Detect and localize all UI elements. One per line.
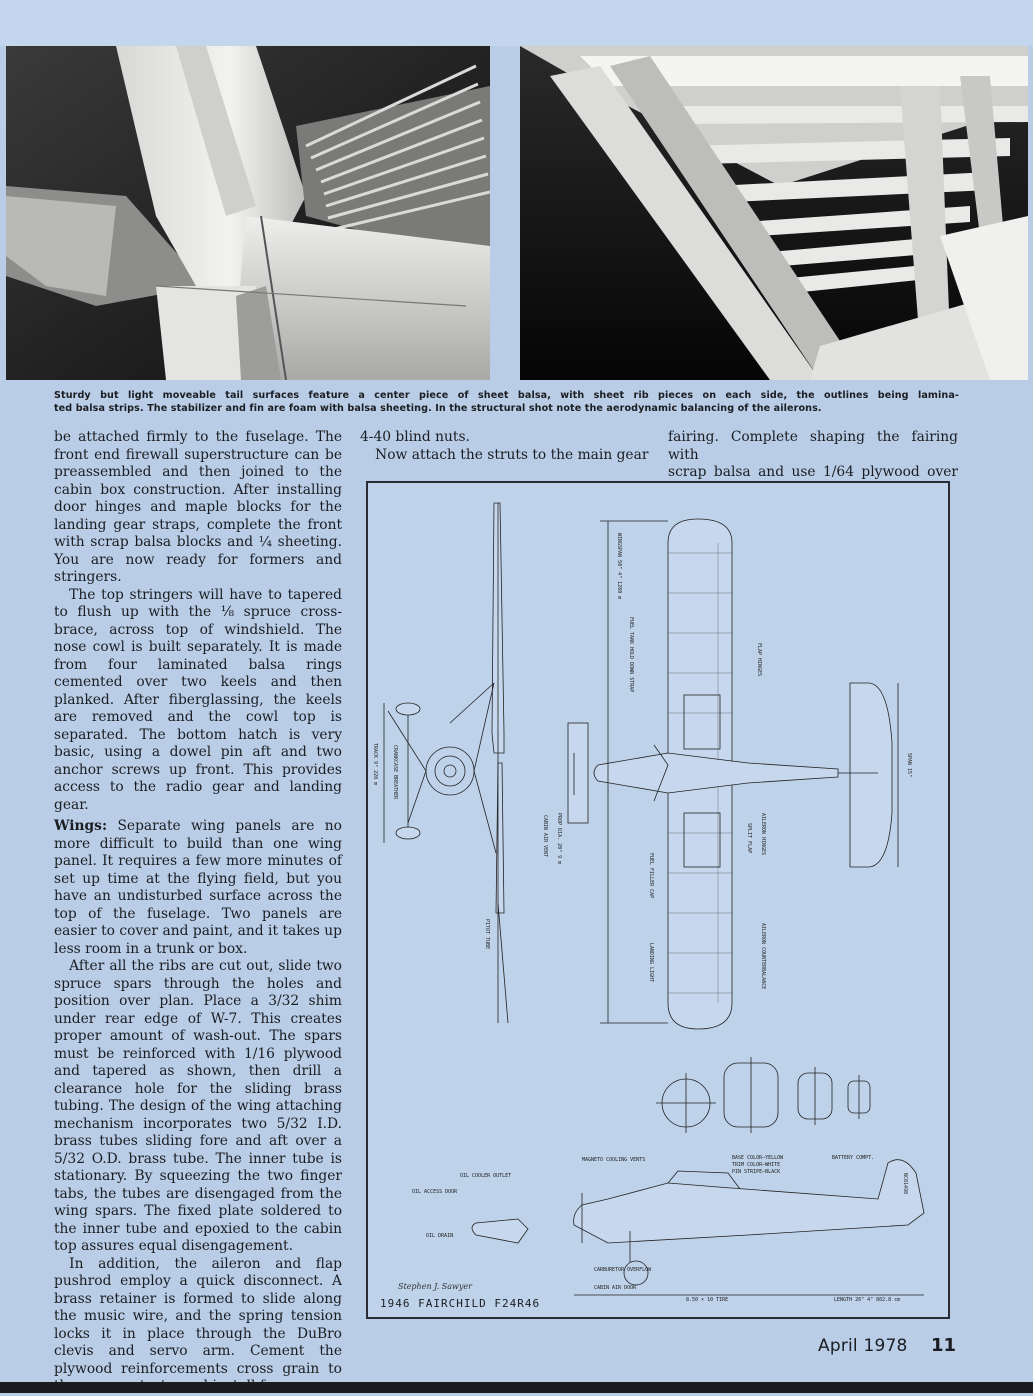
label-trim-color: TRIM COLOR—WHITE — [732, 1162, 781, 1168]
label-oil-drain: OIL DRAIN — [426, 1233, 454, 1239]
top-view — [556, 519, 912, 1029]
wings-text: Separate wing panels are no more difficult to build than one wing panel. It requires a few more minutes of set up time at the flying field, but you have an undisturbed surface across the top of the fuselage. Two panels are easier to cover and paint, and it takes up less room in a trunk or box. — [54, 818, 342, 957]
label-wingspan: WINGSPAN 50" 4" 1280 m — [616, 533, 622, 600]
col3-line-2: scrap balsa and use 1/64 plywood over — [668, 464, 958, 480]
label-crankcase: CRANKCASE BREATHER — [392, 745, 398, 800]
label-magneto: MAGNETO COOLING VENTS — [582, 1157, 646, 1163]
wings-heading: Wings: — [54, 818, 108, 834]
photo-caption — [54, 390, 959, 415]
fuselage-cross-sections — [656, 1057, 870, 1133]
photo-tail-surfaces — [6, 46, 490, 380]
label-battery: BATTERY COMPT. — [832, 1155, 875, 1161]
label-fuel-tank: FUEL TANK HOLD DOWN STRAP — [628, 617, 634, 693]
paragraph-wings — [54, 818, 342, 958]
caption-line-2: ted balsa strips. The stabilizer and fin are foam with balsa sheeting. In the structural shot note the aerodynamic balancing of the ailerons. — [54, 402, 822, 414]
three-view-plan-drawing — [366, 481, 950, 1319]
label-registration: NC81498 — [902, 1173, 908, 1195]
label-pitot: PITOT TUBE — [484, 919, 490, 950]
label-prop: PROP DIA. 20" 9 m — [556, 813, 562, 865]
plan-signature: Stephen J. Sawyer — [398, 1282, 472, 1291]
paragraph-pushrod: In addition, the aileron and flap pushrod employ a quick disconnect. A brass retainer is formed to slide along the music wire, and the spring tension locks it in place through the DuBro clevis and servo arm. Cement the plywood reinforcements cross grain to — [54, 1255, 342, 1377]
top-margin-band — [0, 0, 1033, 46]
paragraph-ribs: After all the ribs are cut out, slide two spruce spars through the holes and position over plan. Place a 3/32 shim under rear edge of W-7. This creates proper amount of wash-out. The spars must be reinforced with 1/16 plywood and tapered as shown, then drill a clearance hole for the sliding brass tubing. The design of the wing attaching mechanism incorporates two 5/32 I.D. brass tubes sliding fore and aft over a 5/32 O.D. brass tube. The inner tube is stationary. By squeezing the two finger tabs, the tubes are disengaged from the wing spars. The fixed plate soldered to the inner tube and epoxied to the cabin top assures equal disengagement. — [54, 958, 342, 1254]
bottom-margin-band — [0, 1382, 1033, 1393]
front-view — [372, 503, 588, 1023]
page-number: 11 — [931, 1335, 957, 1356]
label-cabin-air: CABIN AIR VENT — [542, 815, 548, 858]
photo-wing-structure — [520, 46, 1028, 380]
label-base-color: BASE COLOR—YELLOW — [732, 1155, 784, 1161]
article-column-2 — [360, 429, 652, 464]
label-length: LENGTH 26" 4" 802.8 cm — [834, 1297, 901, 1303]
label-carb-overflow: CARBURETOR OVERFLOW — [594, 1267, 652, 1273]
label-pin-stripe: PIN STRIPE—BLACK — [732, 1169, 781, 1175]
paragraph-stringers: The top stringers will have to tapered to flush up with the ⅛ spruce cross-brace, across top of windshield. The nose cowl is built separately. It is made from four laminated balsa rings cemented over two keels and then planked. After fiberglassing, the keels are removed and the cowl top is separated. The bottom hatch is very basic, using a dowel pin aft and two anchor screws up front. This provides access to the radio gear and landing gear. — [54, 586, 342, 813]
label-aileron-hinges: AILERON HINGES — [760, 813, 766, 856]
issue-date: April 1978 — [818, 1336, 908, 1356]
label-split-flap: SPLIT FLAP — [746, 823, 752, 854]
col3-line-1: fairing. Complete shaping the fairing with — [668, 429, 958, 463]
plan-title: 1946 FAIRCHILD F24R46 — [380, 1297, 541, 1310]
label-cabin-air-door: CABIN AIR DOOR — [594, 1285, 637, 1291]
col2-line-2: Now attach the struts to the main gear — [375, 446, 649, 463]
label-oil-cooler: OIL COOLER OUTLET — [460, 1173, 512, 1179]
label-tire: 8.50 × 10 TIRE — [686, 1297, 729, 1303]
col2-line-1: 4-40 blind nuts. — [360, 429, 470, 445]
label-stab-span: SPAN 15" — [906, 753, 912, 778]
caption-line-1: Sturdy but light moveable tail surfaces feature a center piece of sheet balsa, with sheet rib pieces on each side, the outlines being lamina- — [54, 390, 959, 401]
label-fuel-filler: FUEL FILLER CAP — [648, 853, 654, 899]
label-track: TRACK 9" 228 m — [372, 743, 378, 786]
paragraph-fuselage: be attached firmly to the fuselage. The front end firewall superstructure can be preassembled and then joined to the cabin box construction. After installing door hinges and maple blocks for the landing gear straps, complete the front with scrap balsa blocks and ¼ sheeting. You are now ready for formers and stringers. — [54, 429, 342, 585]
label-landing-light: LANDING LIGHT — [648, 943, 654, 983]
label-aileron-counterbalance: AILERON COUNTERBALANCE — [760, 923, 766, 990]
side-view — [412, 1155, 924, 1303]
article-column-1 — [54, 429, 342, 1396]
label-oil-access: OIL ACCESS DOOR — [412, 1189, 458, 1195]
label-flap-hinges: FLAP HINGES — [756, 643, 762, 677]
